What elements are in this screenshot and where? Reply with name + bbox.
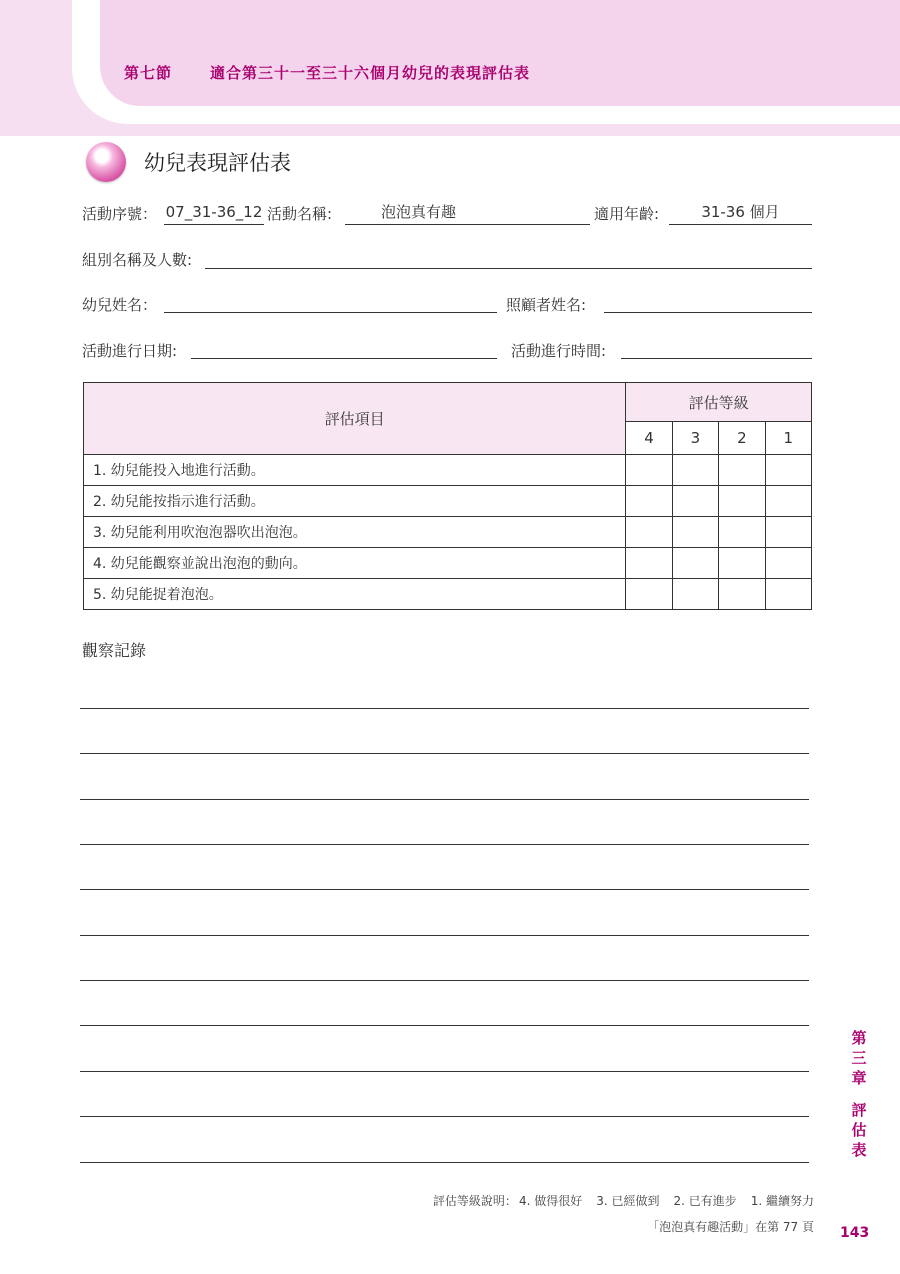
table-row [84,579,812,610]
activity-name-field[interactable] [345,202,590,225]
chapter-char: 三 [851,1049,867,1067]
observation-label: 觀察記錄 [82,641,147,660]
observation-line[interactable] [80,1116,809,1117]
form-title: 幼兒表現評估表 [144,151,291,175]
observation-line[interactable] [80,935,809,936]
grade-cell[interactable] [672,455,718,486]
chapter-char: 第 [851,1029,867,1047]
time-field[interactable] [621,336,812,359]
observation-line[interactable] [80,753,809,754]
legend-item: 2. 已有進步 [673,1194,737,1208]
child-name-field[interactable] [164,290,497,313]
topic-char: 表 [851,1141,867,1159]
table-row [84,486,812,517]
child-name-label: 幼兒姓名： [82,296,158,314]
date-field[interactable] [191,336,497,359]
grade-legend [433,1192,814,1209]
legend-item: 3. 已經做到 [596,1194,660,1208]
legend-item: 4. 做得很好 [518,1194,583,1208]
topic-char: 估 [851,1121,867,1139]
age-label: 適用年齡: [594,205,660,223]
carer-name-label: 照顧者姓名: [506,296,587,314]
grade-cell[interactable] [765,486,811,517]
section-header [124,62,530,83]
page-number: 143 [840,1225,870,1241]
activity-no-field[interactable] [164,202,264,225]
observation-line[interactable] [80,889,809,890]
activity-name-label: 活動名稱: [267,205,333,223]
header-panel [100,0,900,106]
section-title: 適合第三十一至三十六個月幼兒的表現評估表 [210,64,531,82]
date-label: 活動進行日期: [82,342,178,360]
grade-cell[interactable] [719,517,765,548]
grade-cell[interactable] [672,486,718,517]
grade-cell[interactable] [719,579,765,610]
criterion-item: 2. 幼兒能按指示進行活動。 [84,486,626,517]
age-value: 31-36 個月 [701,203,780,221]
observation-line[interactable] [80,1071,809,1072]
table-row [84,517,812,548]
age-field[interactable] [669,202,812,225]
grade-header: 評估等級 [626,383,812,422]
grade-cell[interactable] [672,548,718,579]
grade-1-header: 1 [765,422,811,455]
legend-label: 評估等級說明： [432,1194,517,1208]
activity-reference: 「泡泡真有趣活動」在第 77 頁 [647,1220,814,1234]
grade-cell[interactable] [626,579,672,610]
grade-cell[interactable] [626,517,672,548]
criterion-item: 4. 幼兒能觀察並說出泡泡的動向。 [84,548,626,579]
grade-2-header: 2 [719,422,765,455]
group-field[interactable] [205,246,812,269]
grade-cell[interactable] [719,455,765,486]
legend-item: 1. 繼續努力 [750,1194,814,1208]
grade-cell[interactable] [765,517,811,548]
group-label: 組別名稱及人數: [82,251,193,269]
grade-cell[interactable] [626,455,672,486]
criterion-item: 3. 幼兒能利用吹泡泡器吹出泡泡。 [84,517,626,548]
grade-cell[interactable] [765,548,811,579]
time-label: 活動進行時間: [511,342,607,360]
chapter-char: 章 [851,1069,867,1087]
section-number: 第七節 [124,64,173,82]
bubble-icon [86,142,126,182]
grade-cell[interactable] [626,548,672,579]
grade-cell[interactable] [719,548,765,579]
observation-line[interactable] [80,799,809,800]
grade-cell[interactable] [719,486,765,517]
criteria-header: 評估項目 [84,383,626,455]
grade-cell[interactable] [765,579,811,610]
activity-no-label: 活動序號： [82,205,158,223]
grade-4-header: 4 [626,422,672,455]
carer-name-field[interactable] [604,290,812,313]
topic-char: 評 [851,1101,867,1119]
observation-line[interactable] [80,980,809,981]
table-row [84,455,812,486]
criterion-item: 1. 幼兒能投入地進行活動。 [84,455,626,486]
chapter-side-tab [848,1028,870,1160]
evaluation-table [83,382,812,610]
grade-cell[interactable] [626,486,672,517]
activity-no-value: 07_31-36_12 [165,203,263,221]
grade-cell[interactable] [672,579,718,610]
grade-cell[interactable] [765,455,811,486]
form-title-row [86,140,291,184]
observation-line[interactable] [80,1162,809,1163]
table-row [84,548,812,579]
grade-cell[interactable] [672,517,718,548]
criterion-item: 5. 幼兒能捉着泡泡。 [84,579,626,610]
observation-line[interactable] [80,844,809,845]
activity-name-value: 泡泡真有趣 [381,203,457,221]
observation-line[interactable] [80,708,809,709]
grade-3-header: 3 [672,422,718,455]
observation-line[interactable] [80,1025,809,1026]
